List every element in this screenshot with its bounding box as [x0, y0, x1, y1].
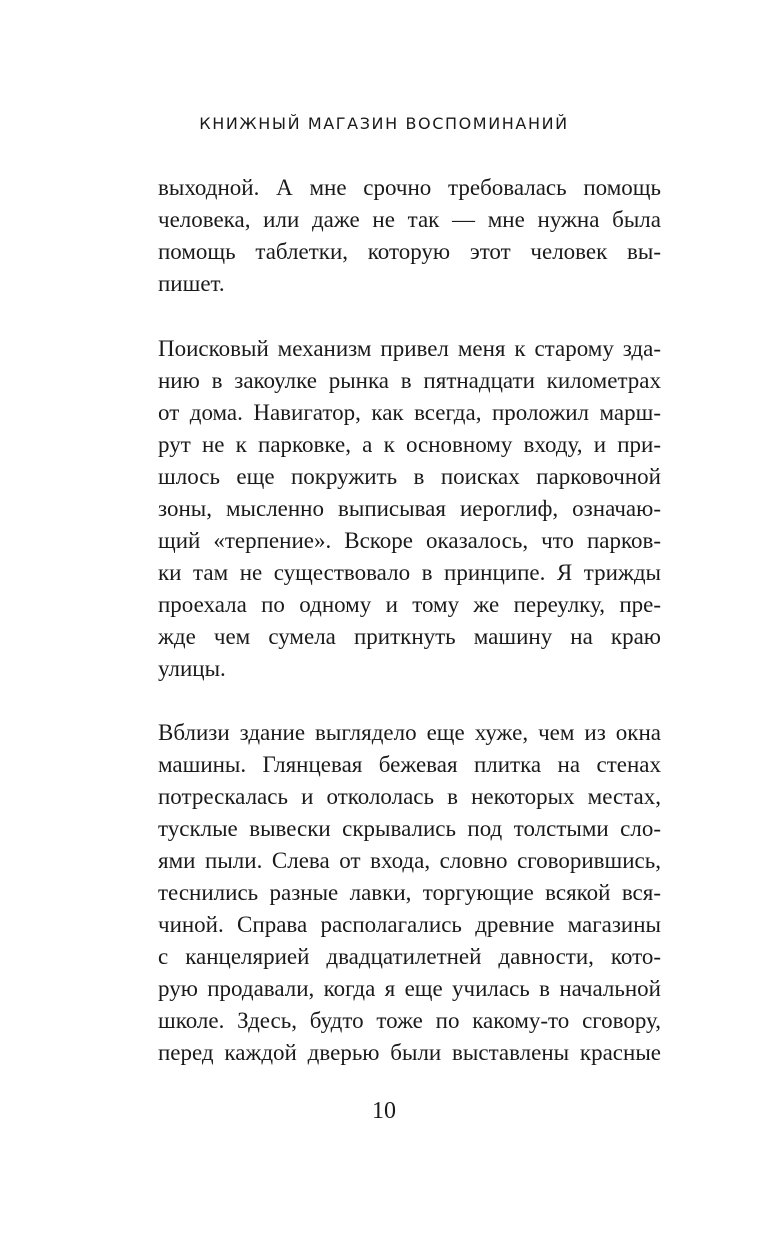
- text-line: Вблизи здание выглядело еще хуже, чем из окна: [158, 720, 661, 745]
- text-line: улицы.: [158, 656, 226, 681]
- paragraph-2: [158, 333, 661, 685]
- text-line: нию в закоулке рынка в пятнадцати километрах: [158, 368, 661, 393]
- text-line: чиной. Справа располагались древние магазины: [158, 912, 661, 937]
- text-line: перед каждой дверью были выставлены красные: [158, 1040, 661, 1065]
- text-line: жде чем сумела приткнуть машину на краю: [158, 624, 661, 649]
- text-line: рут не к парковке, а к основному входу, и при-: [158, 432, 661, 457]
- paragraph-1: [158, 172, 661, 300]
- text-line: с канцелярией двадцатилетней давности, кото-: [158, 944, 661, 969]
- text-line: рую продавали, когда я еще училась в начальной: [158, 976, 661, 1001]
- text-line: щий «терпение». Вскоре оказалось, что парков-: [158, 528, 661, 553]
- text-line: пишет.: [158, 271, 225, 296]
- text-line: ки там не существовало в принципе. Я трижды: [158, 560, 661, 585]
- text-line: от дома. Навигатор, как всегда, проложил марш-: [158, 400, 661, 425]
- page-number: 10: [372, 1098, 396, 1124]
- text-line: ями пыли. Слева от входа, словно сговорившись,: [158, 848, 661, 873]
- text-line: зоны, мысленно выписывая иероглиф, означаю-: [158, 496, 661, 521]
- text-line: Поисковый механизм привел меня к старому зда-: [158, 336, 661, 361]
- text-line: потрескалась и откололась в некоторых местах,: [158, 784, 661, 809]
- running-head: КНИЖНЫЙ МАГАЗИН ВОСПОМИНАНИЙ: [199, 114, 569, 133]
- text-line: тусклые вывески скрывались под толстыми сло-: [158, 816, 661, 841]
- paragraph-3: [158, 717, 661, 1069]
- text-line: помощь таблетки, которую этот человек вы-: [158, 239, 661, 264]
- text-line: машины. Глянцевая бежевая плитка на стенах: [158, 752, 661, 777]
- text-line: выходной. А мне срочно требовалась помощь: [158, 175, 661, 200]
- text-line: шлось еще покружить в поисках парковочной: [158, 464, 661, 489]
- text-line: проехала по одному и тому же переулку, пре-: [158, 592, 661, 617]
- text-line: теснились разные лавки, торгующие всякой вся-: [158, 880, 661, 905]
- text-line: школе. Здесь, будто тоже по какому-то сговору,: [158, 1008, 661, 1033]
- text-line: человека, или даже не так — мне нужна была: [158, 207, 661, 232]
